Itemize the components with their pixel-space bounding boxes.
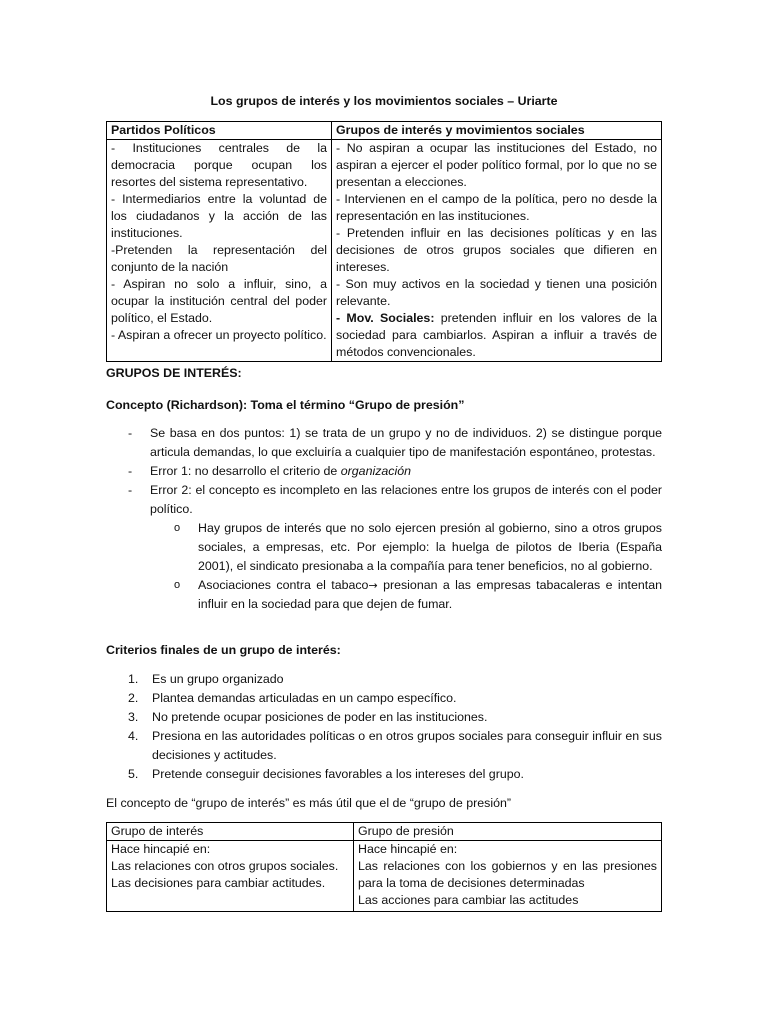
table2-left-item: Hace hincapié en: [111, 842, 211, 856]
arrow-right-icon: → [368, 579, 378, 592]
table1-right-item: - Intervienen en el campo de la política, pero no desde la representación en las instituciones. [336, 192, 657, 223]
section-heading: GRUPOS DE INTERÉS: [106, 366, 242, 380]
table2-right-item: Hace hincapié en: [358, 842, 458, 856]
comparison-table-parties [106, 121, 662, 362]
table1-left-item: - Instituciones centrales de la democracia porque ocupan los resortes del sistema representativo. [111, 141, 327, 189]
table2-header-left: Grupo de interés [107, 823, 354, 841]
criteria-number: 5. [128, 767, 139, 781]
table1-left-item: -Pretenden la representación del conjunto de la nación [111, 243, 327, 274]
concept-bullets [106, 424, 662, 614]
table1-header-right: Grupos de interés y movimientos sociales [332, 122, 662, 140]
criteria-item [106, 727, 662, 765]
table2-cell-right [354, 841, 662, 912]
criteria-item [106, 670, 662, 689]
criteria-item [106, 765, 662, 784]
mov-sociales-label: - Mov. Sociales: [336, 311, 435, 325]
criteria-heading: Criterios finales de un grupo de interés: [106, 643, 341, 657]
bullet-item [106, 481, 662, 614]
table1-cell-right [332, 140, 662, 362]
criteria-number: 4. [128, 729, 139, 743]
sub-bullet-text: Asociaciones contra el tabaco [198, 578, 369, 592]
table2-cell-left [107, 841, 354, 912]
bullet-text: Error 1: no desarrollo el criterio de [150, 464, 341, 478]
criteria-text: Presiona en las autoridades políticas o en otros grupos sociales para conseguir influir en sus decisiones y actitudes. [152, 729, 662, 762]
criteria-text: Pretende conseguir decisiones favorables a los intereses del grupo. [152, 767, 524, 781]
comparison-statement: El concepto de “grupo de interés” es más útil que el de “grupo de presión” [106, 796, 511, 810]
sub-bullet-text: presionan a las empresas tabacaleras e intentan influir en la sociedad para que dejen de fumar. [198, 578, 662, 611]
table1-right-item: - No aspiran a ocupar las instituciones del Estado, no aspiran a ejercer el poder político formal, por lo que no se presentan a elecciones. [336, 141, 657, 189]
criteria-number: 2. [128, 691, 139, 705]
table2-header-right: Grupo de presión [354, 823, 662, 841]
document-title: Los grupos de interés y los movimientos sociales – Uriarte [210, 94, 558, 108]
table1-right-item [336, 310, 657, 361]
sub-bullet-item [106, 576, 662, 614]
table1-left-item: - Intermediarios entre la voluntad de los ciudadanos y la acción de las instituciones. [111, 192, 327, 240]
criteria-text: Plantea demandas articuladas en un campo específico. [152, 691, 457, 705]
criteria-item [106, 689, 662, 708]
table2-right-item: Las relaciones con los gobiernos y en las presiones para la toma de decisiones determinadas [358, 859, 657, 890]
table2-left-item: Las decisiones para cambiar actitudes. [111, 876, 326, 890]
table1-right-item: - Son muy activos en la sociedad y tienen una posición relevante. [336, 277, 657, 308]
sub-bullets [150, 519, 662, 614]
table2-left-item: Las relaciones con otros grupos sociales. [111, 859, 339, 873]
table2-right-item: Las acciones para cambiar las actitudes [358, 893, 579, 907]
mov-sociales-text: pretenden influir en los valores de la sociedad para cambiarlos. Aspiran a influir a través de métodos convencionales. [336, 311, 657, 359]
comparison-table-groups [106, 822, 662, 912]
criteria-item [106, 708, 662, 727]
bullet-emphasis: organización [340, 464, 412, 478]
table1-left-item: - Aspiran no solo a influir, sino, a ocupar la institución central del poder político, el Estado. [111, 277, 327, 325]
concept-heading: Concepto (Richardson): Toma el término “Grupo de presión” [106, 398, 465, 412]
criteria-text: No pretende ocupar posiciones de poder en las instituciones. [152, 710, 488, 724]
criteria-text: Es un grupo organizado [152, 672, 284, 686]
table1-header-left: Partidos Políticos [107, 122, 332, 140]
table1-cell-left [107, 140, 332, 362]
criteria-number: 3. [128, 710, 139, 724]
bullet-item [106, 462, 662, 481]
table1-right-item: - Pretenden influir en las decisiones políticas y en las decisiones de otros grupos sociales que difieren en intereses. [336, 226, 657, 274]
criteria-number: 1. [128, 672, 139, 686]
sub-bullet-item: o Hay grupos de interés que no solo ejercen presión al gobierno, sino a otros grupos sociales, a empresas, etc. Por ejemplo: la huelga de pilotos de Iberia (España 2001), el sindicato presionaba a la compañía para tener beneficios, no al gobierno. [106, 519, 662, 576]
bullet-text: Error 2: el concepto es incompleto en las relaciones entre los grupos de interés con el poder político. [150, 483, 662, 516]
bullet-item: - Se basa en dos puntos: 1) se trata de un grupo y no de individuos. 2) se distingue porque articula demandas, lo que excluiría a cualquier tipo de manifestación espontáneo, protestas. [106, 424, 662, 462]
table1-left-item: - Aspiran a ofrecer un proyecto político. [111, 328, 327, 342]
criteria-list [106, 670, 662, 784]
